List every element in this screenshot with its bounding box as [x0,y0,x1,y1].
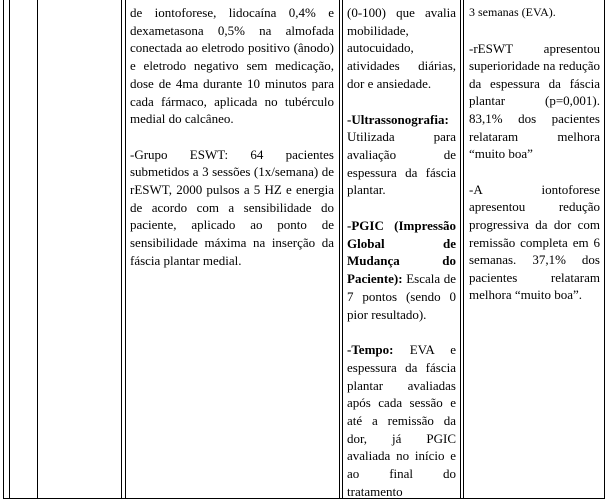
table-divider-2 [37,0,38,499]
pgic-item [347,217,456,323]
results-eva-text: 3 semanas (EVA). [469,5,556,19]
table-divider-1 [9,0,10,499]
eq5d-text: (0-100) que avalia mobilidade, autocuidado, atividades diárias, dor e ansiedade. [347,5,456,91]
table-divider-6 [342,0,343,499]
time-item [347,341,456,500]
table-divider-7 [460,0,461,499]
ultrasound-text: Utilizada para avaliação de espessura da fáscia plantar. [347,129,456,198]
outcome-measures-column [347,4,456,501]
table-divider-4 [125,0,126,499]
pgic-label: -PGIC (Impressão Global de Mudança do Paciente): [347,218,456,287]
results-column [469,4,600,304]
time-label: -Tempo: [347,342,394,358]
ultrasound-item [347,111,456,200]
ultrasound-label: -Ultrassonografia: [347,111,449,127]
table-divider-5 [339,0,340,499]
iontophoresis-group-text: de iontoforese, lidocaína 0,4% e dexametasona 0,5% na almofada conectada ao eletrodo positivo (ânodo) e eletrodo negativo sem medicação, dose de 4ma durante 10 minutos para cada fármaco, aplicada no tubérculo medial do calcâneo. [130,5,334,127]
intervention-column [130,4,334,270]
pgic-text: Escala de 7 pontos (sendo 0 pior resultado). [347,271,456,322]
table-divider-8 [463,0,464,499]
table-border-left [3,0,4,499]
table-border-bottom [3,498,605,499]
time-text: EVA e espessura da fáscia plantar avaliadas após cada sessão e até a remissão da dor, já PGIC avaliada no início e ao final do tratamento [347,342,456,499]
reswt-result-text: -rESWT apresentou superioridade na redução da espessura da fáscia plantar (p=0,001). 83,1% dos pacientes relataram melhora “muito boa” [469,40,600,162]
table-border-right [604,0,605,499]
iontophoresis-result-text: -A iontoforese apresentou redução progressiva da dor com remissão completa em 6 semanas. 37,1% dos pacientes relataram melhora “muito boa”. [469,181,600,303]
eswt-group-text: -Grupo ESWT: 64 pacientes submetidos a 3 sessões (1x/semana) de rESWT, 2000 pulsos a 5 HZ e energia de acordo com a sensibilidade do paciente, aplicado ao ponto de sensibilidade máxima na inserção da fáscia plantar medial. [130,146,334,268]
table-divider-3 [121,0,122,499]
